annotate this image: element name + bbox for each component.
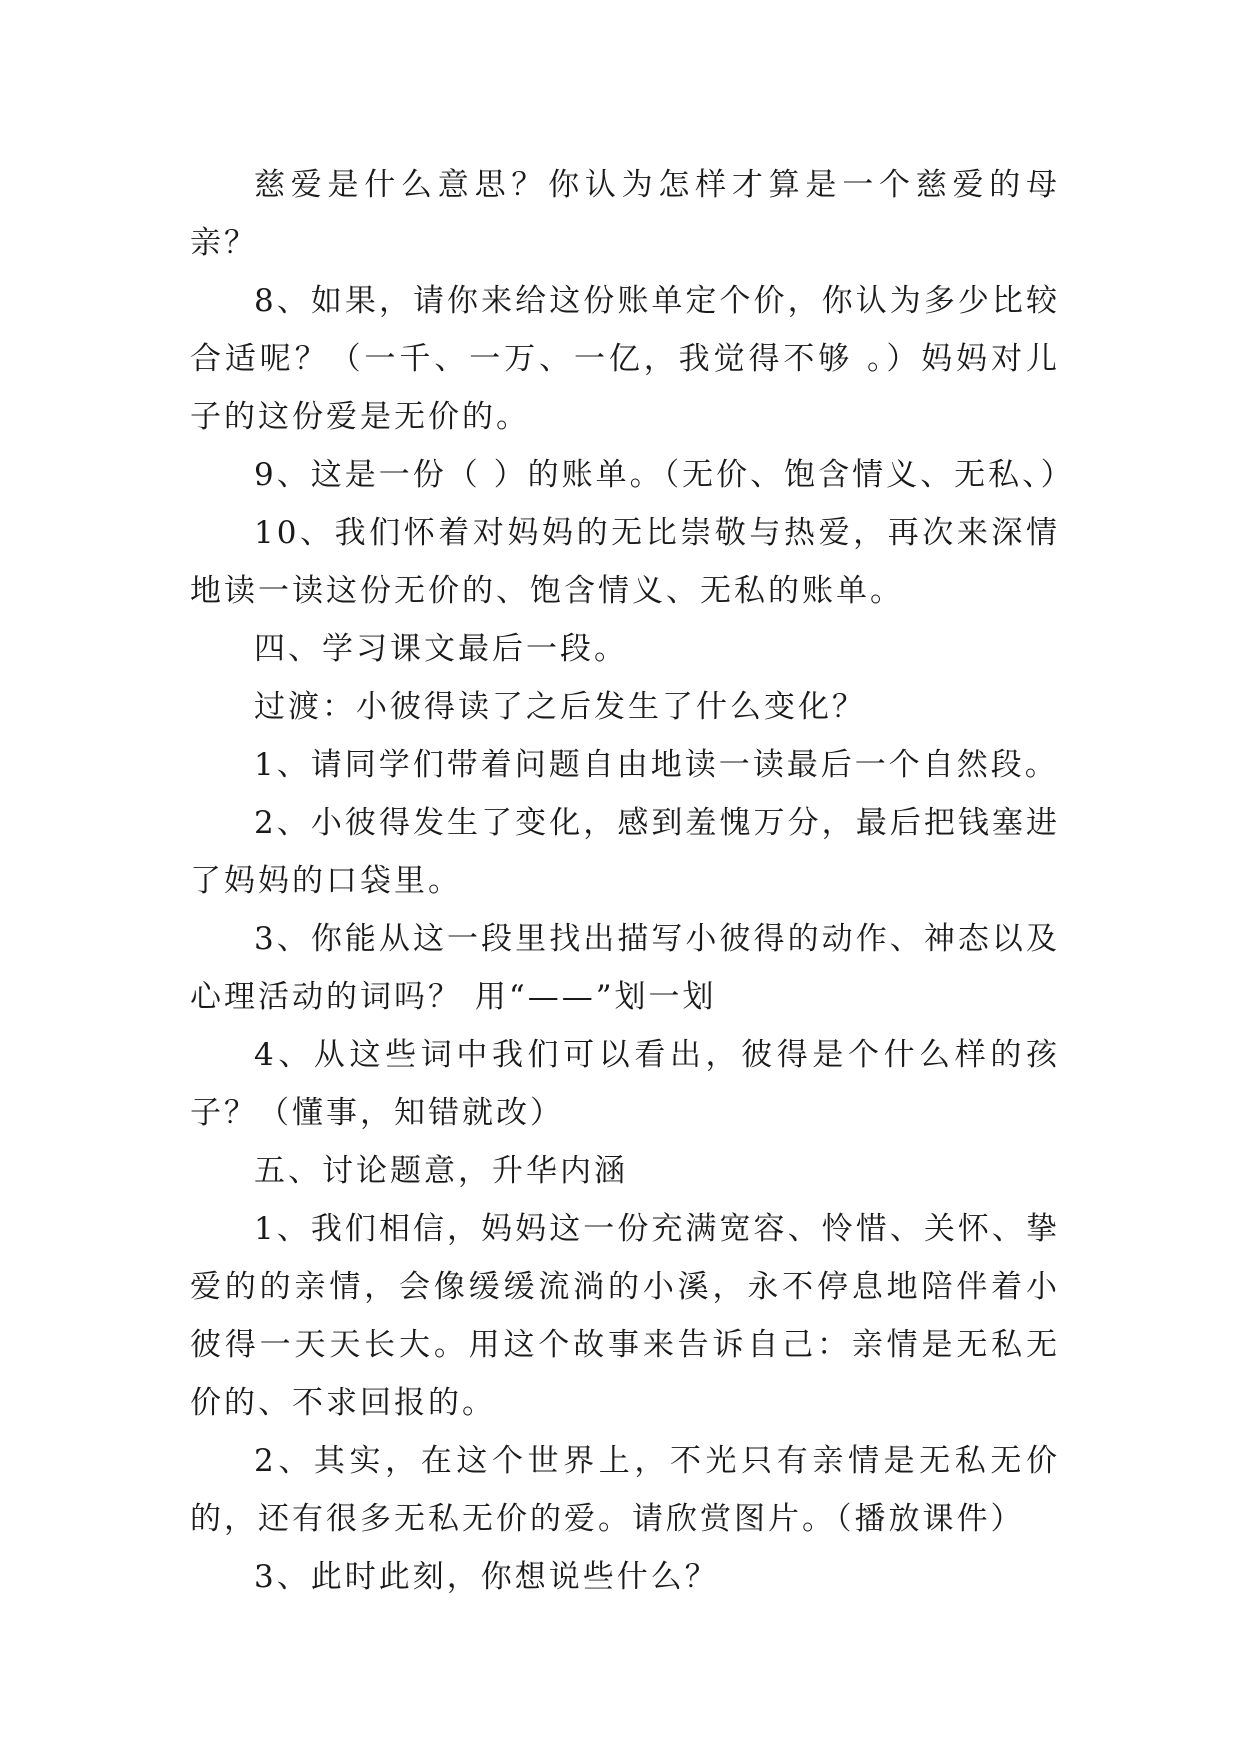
paragraph: 2、其实，在这个世界上，不光只有亲情是无私无价的，还有很多无私无价的爱。请欣赏图片。（播放课件） — [190, 1443, 1060, 1537]
section-heading: 五、讨论题意，升华内涵 — [254, 1153, 628, 1189]
paragraph: 9、这是一份（ ）的账单。（无价、饱含情义、无私、） — [254, 457, 1075, 493]
section-heading: 四、学习课文最后一段。 — [254, 631, 628, 667]
paragraph: 8、如果，请你来给这份账单定个价，你认为多少比较合适呢？（一千、一万、一亿，我觉得不够 。）妈妈对儿子的这份爱是无价的。 — [190, 283, 1060, 435]
paragraph: 过渡：小彼得读了之后发生了什么变化？ — [254, 689, 866, 725]
paragraph: 4、从这些词中我们可以看出，彼得是个什么样的孩子？（懂事，知错就改） — [190, 1037, 1060, 1131]
paragraph: 3、你能从这一段里找出描写小彼得的动作、神态以及心理活动的词吗？ 用“——”划一划 — [190, 921, 1060, 1015]
paragraph: 慈爱是什么意思？你认为怎样才算是一个慈爱的母亲？ — [190, 167, 1060, 261]
document-body — [190, 156, 1075, 1606]
paragraph: 1、我们相信，妈妈这一份充满宽容、怜惜、关怀、挚爱的的亲情，会像缓缓流淌的小溪，永不停息地陪伴着小彼得一天天长大。用这个故事来告诉自己：亲情是无私无价的、不求回报的。 — [190, 1211, 1060, 1421]
paragraph: 10、我们怀着对妈妈的无比崇敬与热爱，再次来深情地读一读这份无价的、饱含情义、无私的账单。 — [190, 515, 1060, 609]
paragraph: 1、请同学们带着问题自由地读一读最后一个自然段。 — [254, 747, 1059, 783]
paragraph: 3、此时此刻，你想说些什么？ — [254, 1559, 719, 1595]
paragraph: 2、小彼得发生了变化，感到羞愧万分，最后把钱塞进了妈妈的口袋里。 — [190, 805, 1060, 899]
